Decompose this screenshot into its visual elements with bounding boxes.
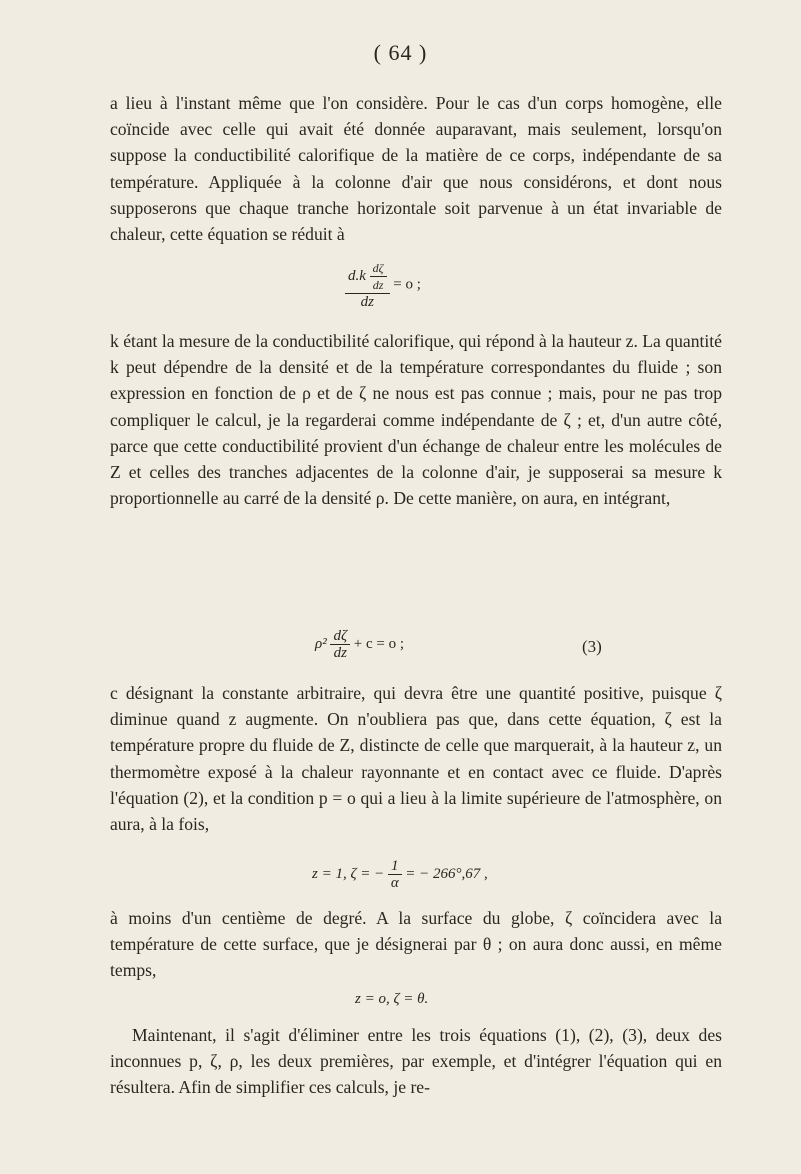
equation-2-rhs: + c = o ; [353, 635, 405, 652]
paragraph-5: Maintenant, il s'agit d'éliminer entre les trois équations (1), (2), (3), deux des inconnues p, ζ, ρ, les deux premières, par exemple, et d'intégrer l'équation qui en résultera. Afin de simplifier ces calculs, je re- [110, 1025, 722, 1098]
equation-2-number: (3) [582, 637, 602, 656]
equation-3-denominator: α [390, 875, 399, 891]
paragraph-4: à moins d'un centième de degré. A la surface du globe, ζ coïncidera avec la température de cette surface, que je désignerai par θ ; on aura donc aussi, en même temps, [110, 908, 722, 981]
equation-1-inner-fraction [370, 260, 387, 293]
paragraph-3: c désignant la constante arbitraire, qui devra être une quantité positive, puisque ζ diminue quand z augmente. On n'oubliera pas que, dans cette équation, ζ est la température propre du fluide de Z, distincte de celle que marquerait, à la hauteur z, un thermomètre exposé à la chaleur rayonnante et en contact avec ce fluide. D'après l'équation (2), et la condition p = o qui a lieu à la limite supérieure de l'atmosphère, on aura, à la fois, [110, 683, 722, 835]
equation-4: z = o, ζ = θ. [355, 991, 429, 1007]
equation-1-inner-den: dz [372, 278, 384, 292]
equation-3-right: = − 266°,67 , [405, 865, 488, 882]
equation-1-denominator: dz [360, 294, 374, 310]
equation-1-rhs: = o ; [393, 276, 421, 293]
equation-1 [345, 260, 421, 310]
equation-3-numerator: 1 [388, 858, 402, 875]
page-number: ( 64 ) [373, 40, 428, 65]
equation-1-inner-num: dζ [370, 260, 387, 277]
equation-2-fraction [330, 628, 350, 661]
equation-1-numerator [345, 260, 390, 294]
paragraph-2: k étant la mesure de la conductibilité calorifique, qui répond à la hauteur z. La quantité k peut dépendre de la densité et de la température correspondantes du fluide ; son expression en fonction de ρ et de ζ ne nous est pas connue ; mais, pour ne pas trop compliquer le calcul, je la regarderai comme indépendante de ζ ; et, d'un autre côté, parce que cette conductibilité provient d'un échange de chaleur entre les molécules de Z et celles des tranches adjacentes de la colonne d'air, je supposerai sa mesure k proportionnelle au carré de la densité ρ. De cette manière, on aura, en intégrant, [110, 331, 722, 509]
equation-3 [312, 858, 488, 891]
paragraph-1: a lieu à l'instant même que l'on considère. Pour le cas d'un corps homogène, elle coïncide avec celle qui avait été donnée auparavant, mais seulement, lorsqu'on suppose la conductibilité calorifique de la matière de ce corps, indépendante de sa température. Appliquée à la colonne d'air que nous considérons, et dont nous supposerons que chaque tranche horizontale soit parvenue à un état invariable de chaleur, cette équation se réduit à [110, 93, 722, 245]
equation-1-prefix: d.k [348, 267, 366, 284]
equation-1-fraction [345, 260, 390, 310]
equation-2-numerator: dζ [330, 628, 350, 645]
equation-3-fraction [388, 858, 402, 891]
equation-2 [315, 628, 404, 661]
equation-2-prefix: ρ² [315, 635, 327, 652]
equation-2-denominator: dz [333, 645, 347, 661]
equation-3-left: z = 1, ζ = − [312, 865, 385, 882]
